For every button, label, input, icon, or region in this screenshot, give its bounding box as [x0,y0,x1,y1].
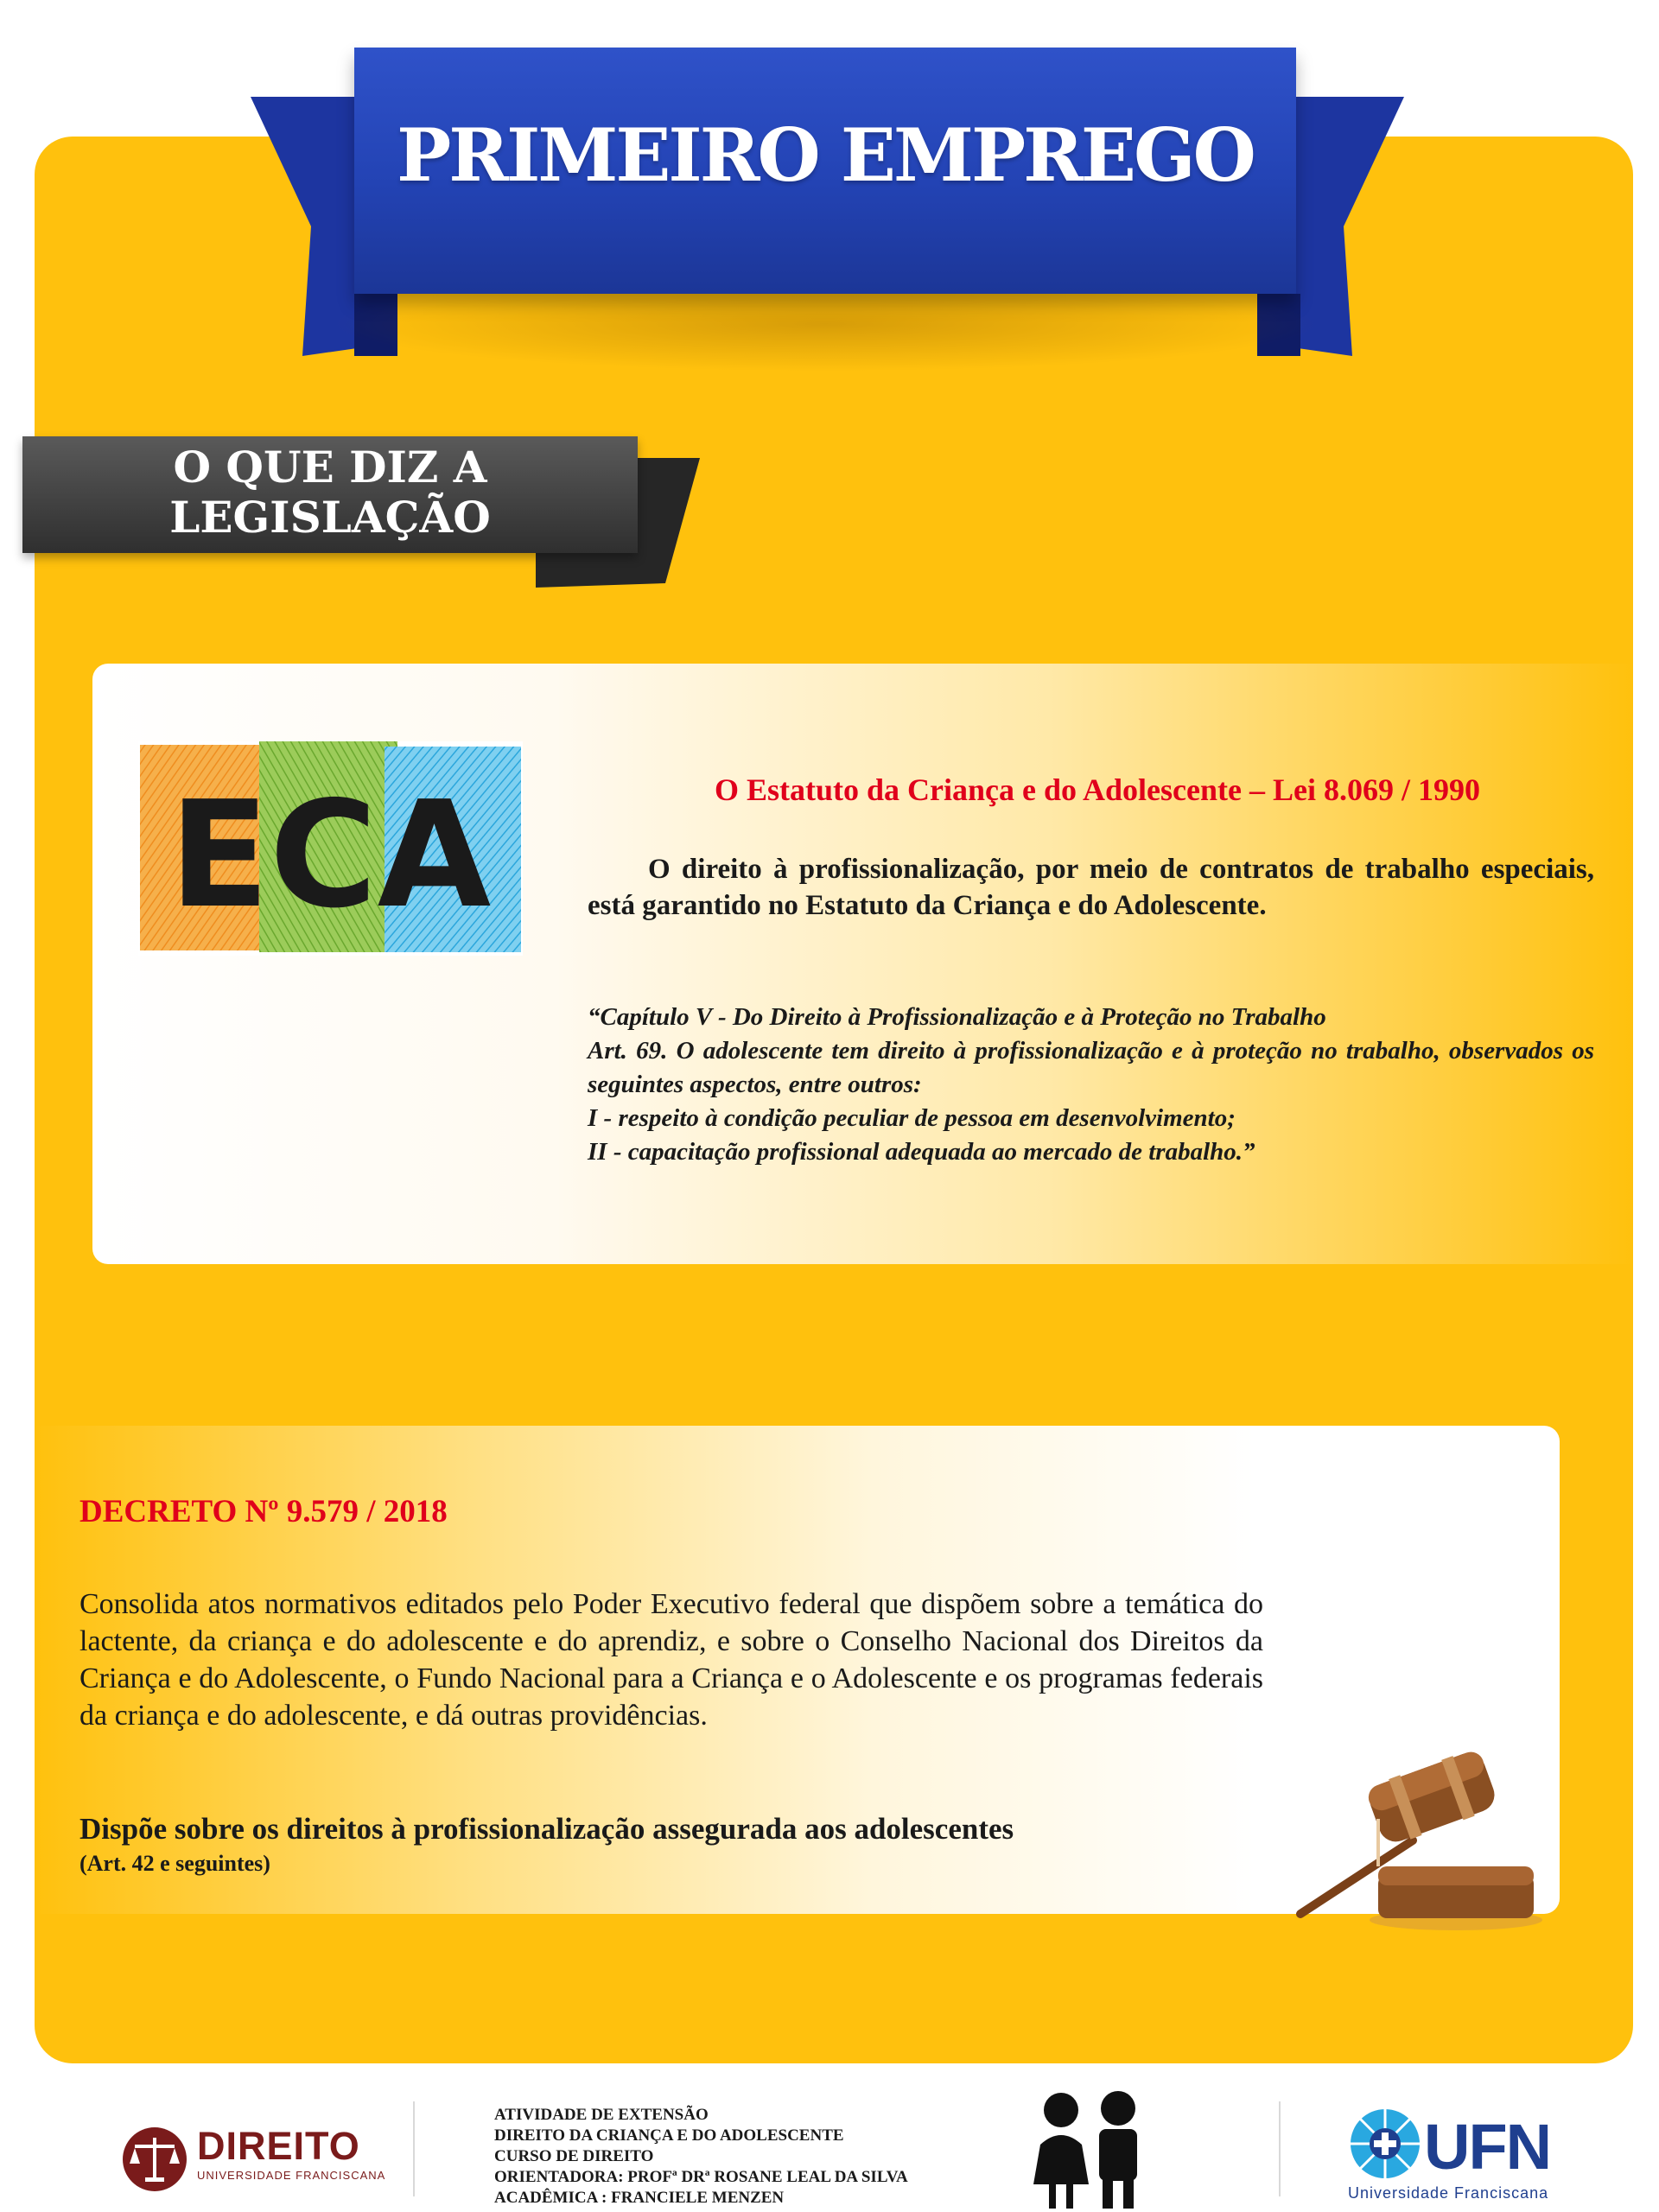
eca-heading: O Estatuto da Criança e do Adolescente – Lei 8.069 / 1990 [715,772,1480,807]
eca-logo-art [138,741,523,956]
direito-logo-sub: UNIVERSIDADE FRANCISCANA [197,2169,386,2182]
page-title: PRIMEIRO EMPREGO [397,112,1254,198]
eca-logo-text: ECA [168,770,492,941]
section-title [22,442,638,543]
section-title-line1: O QUE DIZ A [173,442,487,493]
children-icon [1028,2091,1149,2212]
footer-divider-left [413,2101,415,2196]
sun-cross-icon [1348,2107,1422,2181]
credits-line4: ORIENTADORA: PROFª DRª ROSANE LEAL DA SILVA [494,2168,908,2186]
section-title-line2: LEGISLAÇÃO [169,492,491,543]
eca-quote-line1: “Capítulo V - Do Direito à Profissionalização e à Proteção no Trabalho [588,1003,1326,1031]
eca-quote [588,1001,1594,1169]
gavel-icon [1292,1737,1551,1931]
decreto-note: (Art. 42 e seguintes) [79,1851,270,1876]
decreto-emphasis: Dispõe sobre os direitos à profissionalização assegurada aos adolescentes [79,1812,1014,1846]
decreto-paragraph: Consolida atos normativos editados pelo Poder Executivo federal que dispõem sobre a temática do lactente, da criança e do adolescente e do aprendiz, e sobre o Conselho Nacional dos Direitos da Criança e do Adolescente, o Fundo Nacional para a Criança e o Adolescente e os programas federais da criança e do adolescente, e dá outras providências. [79,1588,1263,1732]
footer-divider-right [1279,2101,1281,2196]
ufn-logo-sub: Universidade Franciscana [1348,2184,1549,2202]
decreto-heading: DECRETO Nº 9.579 / 2018 [79,1494,448,1529]
footer-credits [494,2105,908,2209]
scale-icon [121,2126,188,2193]
credits-line3: CURSO DE DIREITO [494,2147,654,2165]
ufn-logo-word: UFN [1424,2111,1551,2183]
eca-logo [138,741,523,956]
eca-paragraph: O direito à profissionalização, por meio de contratos de trabalho especiais, está garantido no Estatuto da Criança e do Adolescente. [588,854,1594,921]
eca-quote-line2: Art. 69. O adolescente tem direito à profissionalização e à proteção no trabalho, observados os seguintes aspectos, entre outros: [588,1037,1594,1098]
eca-quote-line3: I - respeito à condição peculiar de pessoa em desenvolvimento; [588,1104,1236,1132]
direito-logo-word: DIREITO [197,2124,360,2168]
credits-line5: ACADÊMICA : FRANCIELE MENZEN [494,2189,785,2207]
credits-line1: ATIVIDADE DE EXTENSÃO [494,2106,709,2124]
credits-line2: DIREITO DA CRIANÇA E DO ADOLESCENTE [494,2126,844,2145]
eca-quote-line4: II - capacitação profissional adequada ao mercado de trabalho.” [588,1138,1255,1166]
